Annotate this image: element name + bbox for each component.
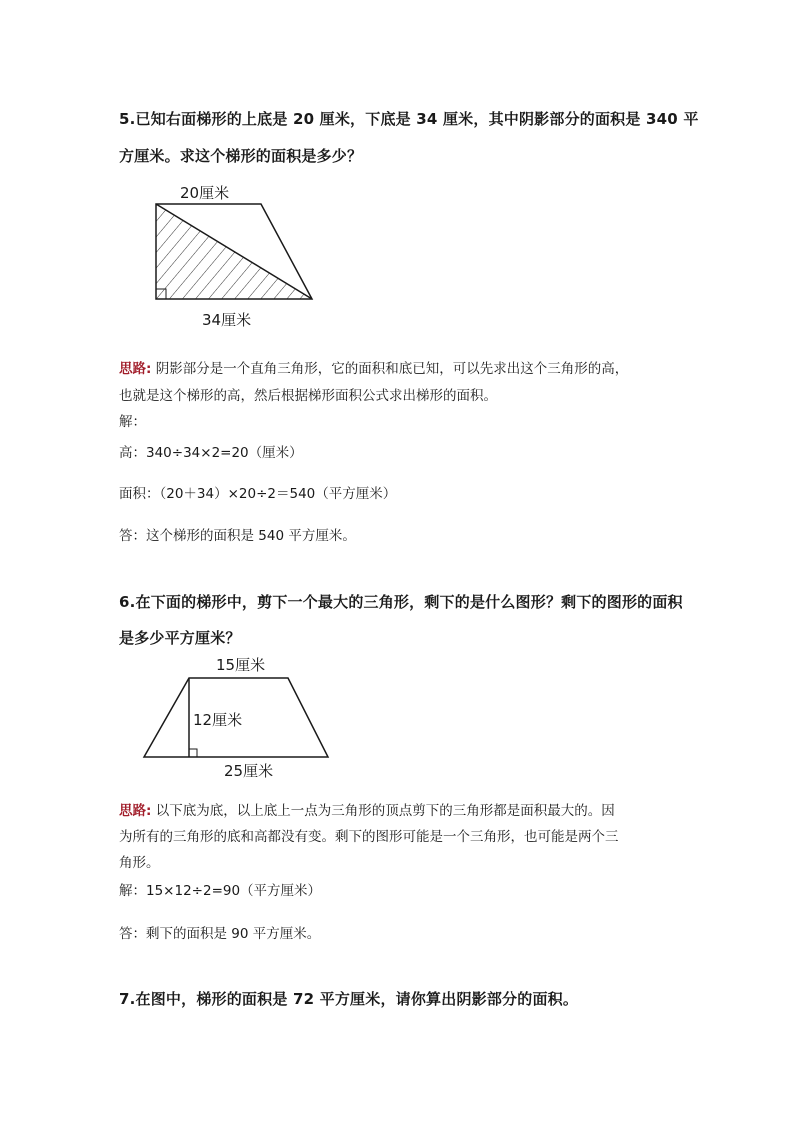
- q6-hint-line2: 为所有的三角形的底和高都没有变。剩下的图形可能是一个三角形，也可能是两个三: [119, 829, 619, 845]
- q5-top-label: 20厘米: [180, 184, 230, 202]
- q6-text-line2: 是多少平方厘米？: [119, 629, 241, 647]
- q5-text-line1: 5.已知右面梯形的上底是 20 厘米，下底是 34 厘米，其中阴影部分的面积是 340 平: [119, 110, 699, 128]
- q5-solution-area: 面积：（20＋34）×20÷2＝540（平方厘米）: [119, 486, 397, 502]
- q6-top-label: 15厘米: [216, 656, 266, 674]
- q6-right-angle-mark: [189, 749, 197, 757]
- q6-hint-label: 思路:: [119, 803, 152, 819]
- q5-bottom-label: 34厘米: [202, 311, 252, 329]
- q6-hint-line3: 角形。: [119, 855, 160, 871]
- q5-solution-height: 高：340÷34×2=20（厘米）: [119, 445, 303, 461]
- q6-hint-line1: [119, 799, 615, 819]
- q5-hint-line1: [119, 357, 628, 377]
- q6-solution: 解：15×12÷2=90（平方厘米）: [119, 883, 322, 899]
- q6-text-line1: 6.在下面的梯形中，剪下一个最大的三角形，剩下的是什么图形？剩下的图形的面积: [119, 593, 683, 611]
- q5-hint-text: 阴影部分是一个直角三角形，它的面积和底已知，可以先求出这个三角形的高，: [151, 361, 629, 377]
- q5-solution-label: 解：: [119, 414, 146, 430]
- q7-text-line1: 7.在图中，梯形的面积是 72 平方厘米，请你算出阴影部分的面积。: [119, 990, 579, 1008]
- q5-hint-label: 思路:: [119, 361, 152, 377]
- q6-height-label: 12厘米: [193, 711, 243, 729]
- q6-bottom-label: 25厘米: [224, 762, 274, 780]
- q5-text-line2: 方厘米。求这个梯形的面积是多少？: [119, 147, 363, 165]
- q6-answer: 答：剩下的面积是 90 平方厘米。: [119, 926, 321, 942]
- q5-hint-line2: 也就是这个梯形的高，然后根据梯形面积公式求出梯形的面积。: [119, 388, 497, 404]
- q5-trapezoid-figure: [140, 178, 330, 338]
- q5-answer: 答：这个梯形的面积是 540 平方厘米。: [119, 528, 356, 544]
- q6-trapezoid-figure: [135, 650, 340, 785]
- q6-hint-text: 以下底为底，以上底上一点为三角形的顶点剪下的三角形都是面积最大的。因: [151, 803, 615, 819]
